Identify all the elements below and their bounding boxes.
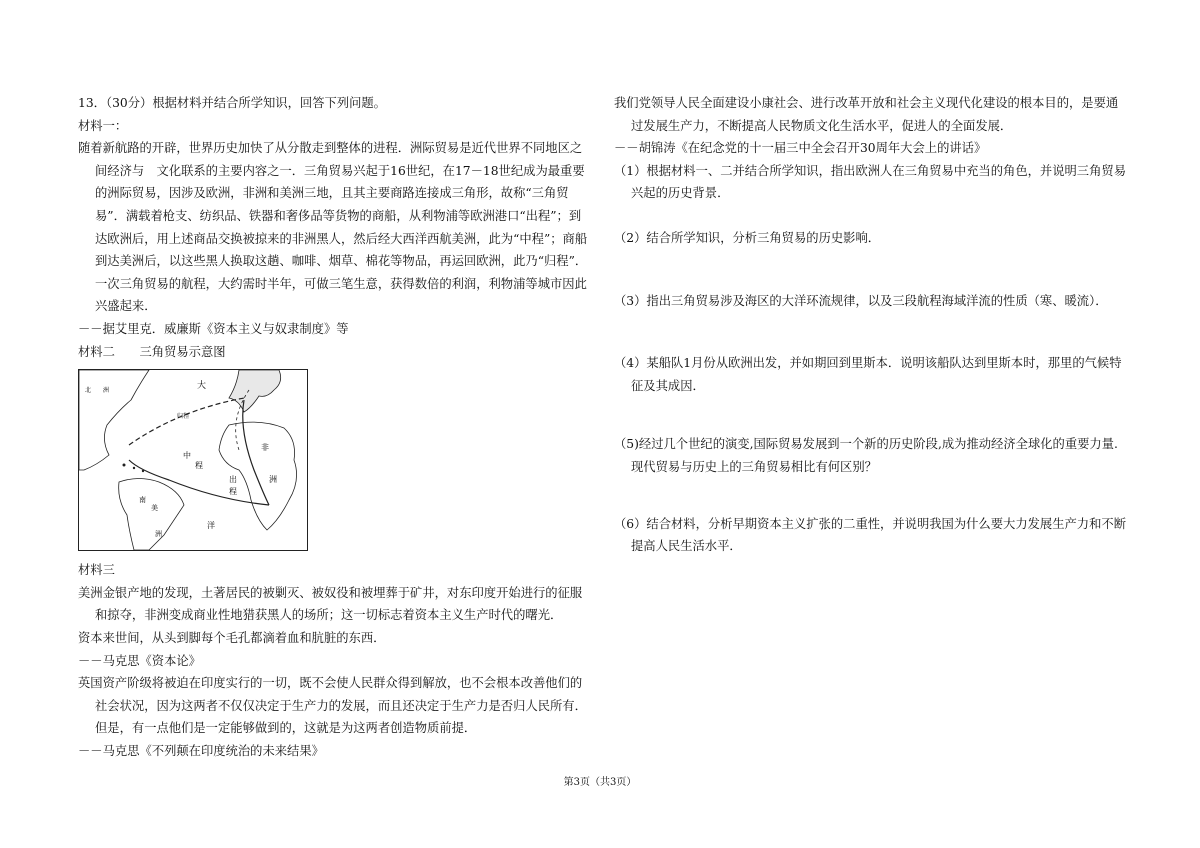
material-2-label: 材料二 三角贸易示意图 bbox=[78, 344, 226, 359]
subquestion-5: （5)经过几个世纪的演变,国际贸易发展到一个新的历史阶段,成为推动经济全球化的重要力量.现代贸易与历史上的三角贸易相比有何区别？ bbox=[614, 437, 1118, 474]
subquestion-2: （2）结合所学知识，分析三角贸易的历史影响． bbox=[614, 230, 881, 245]
map-label-outbound-1: 出 bbox=[229, 475, 237, 485]
map-label-atlantic: 大 bbox=[197, 381, 207, 392]
map-svg bbox=[79, 370, 307, 550]
quote-source: －－胡锦涛《在纪念党的十一届三中全会召开30周年大会上的讲话》 bbox=[614, 141, 987, 156]
material-3-label: 材料三 bbox=[78, 563, 115, 578]
map-label-south-1: 南 bbox=[139, 496, 146, 505]
map-label-africa-2: 洲 bbox=[269, 475, 277, 485]
map-label-africa-1: 非 bbox=[261, 443, 269, 453]
subquestion-1: （1）根据材料一、二并结合所学知识，指出欧洲人在三角贸易中充当的角色，并说明三角贸易兴起的历史背景． bbox=[614, 163, 1126, 201]
map-label-return-leg: 归程 bbox=[177, 413, 190, 421]
question-title: 13．（30分）根据材料并结合所学知识，回答下列问题。 bbox=[78, 96, 386, 110]
material-1-source: －－据艾里克．威廉斯《资本主义与奴隶制度》等 bbox=[78, 321, 349, 336]
material-3-source-2: －－马克思《不列颠在印度统治的未来结果》 bbox=[78, 743, 324, 758]
map-label-middle-2: 程 bbox=[195, 461, 203, 471]
material-1-label: 材料一： bbox=[78, 118, 128, 133]
map-label-south-3: 洲 bbox=[155, 530, 162, 539]
map-label-middle-1: 中 bbox=[183, 451, 191, 461]
quote-text: 我们党领导人民全面建设小康社会、进行改革开放和社会主义现代化建设的根本目的，是要通过发展生产力，不断提高人民物质文化生活水平，促进人的全面发展． bbox=[614, 96, 1119, 133]
material-3-para-1: 美洲金银产地的发现，土著居民的被剿灭、被奴役和被埋葬于矿井，对东印度开始进行的征服和掠夺，非洲变成商业性地猎获黑人的场所；这一切标志着资本主义生产时代的曙光． bbox=[78, 585, 583, 623]
material-3-para-2: 资本来世间，从头到脚每个毛孔都滴着血和肮脏的东西． bbox=[78, 630, 386, 645]
material-1-text: 随着新航路的开辟，世界历史加快了从分散走到整体的进程．洲际贸易是近代世界不同地区之间经济与 文化联系的主要内容之一．三角贸易兴起于16世纪，在17－18世纪成为最重要的洲际贸易，因涉及欧洲，非洲和美洲三地，且其主要商路连接成三角形，故称“三角贸易”．满载着枪支、纺织品、铁器和奢侈品等货物的商船，从利物浦等欧洲港口“出程”；到达欧洲后，用上述商品交换被掠来的非洲黑人，然后经大西洋西航美洲，此为“中程”；商船到达美洲后，以这些黑人换取这趟、咖啡、烟草、棉花等物品，再运回欧洲，此乃“归程”．一次三角贸易的航程，大约需时半年，可做三笔生意，获得数倍的利润，利物浦等城市因此兴盛起来． bbox=[78, 141, 588, 314]
map-label-north-america: 北 洲 bbox=[85, 387, 110, 395]
map-label-outbound-2: 程 bbox=[229, 487, 237, 497]
map-label-ocean: 洋 bbox=[207, 521, 215, 531]
material-3-para-3: 英国资产阶级将被迫在印度实行的一切，既不会使人民群众得到解放，也不会根本改善他们的社会状况，因为这两者不仅仅决定于生产力的发展，而且还决定于生产力是否归人民所有．但是，有一点他们是一定能够做到的，这就是为这两者创造物质前提． bbox=[78, 676, 587, 736]
subquestion-4: （4）某船队1月份从欧洲出发，并如期回到里斯本．说明该船队达到里斯本时，那里的气候特征及其成因． bbox=[614, 356, 1122, 393]
left-column bbox=[78, 92, 590, 762]
subquestion-3: （3）指出三角贸易涉及海区的大洋环流规律，以及三段航程海域洋流的性质（寒、暖流）． bbox=[614, 293, 1108, 308]
subquestion-6: （6）结合材料，分析早期资本主义扩张的二重性，并说明我国为什么要大力发展生产力和不断提高人民生活水平． bbox=[614, 516, 1126, 554]
map-label-south-2: 美 bbox=[151, 504, 158, 513]
material-3-source-1: －－马克思《资本论》 bbox=[78, 653, 201, 668]
triangle-trade-map bbox=[78, 369, 308, 551]
right-column bbox=[614, 92, 1130, 558]
page-footer: 第3页（共3页） bbox=[563, 777, 637, 788]
